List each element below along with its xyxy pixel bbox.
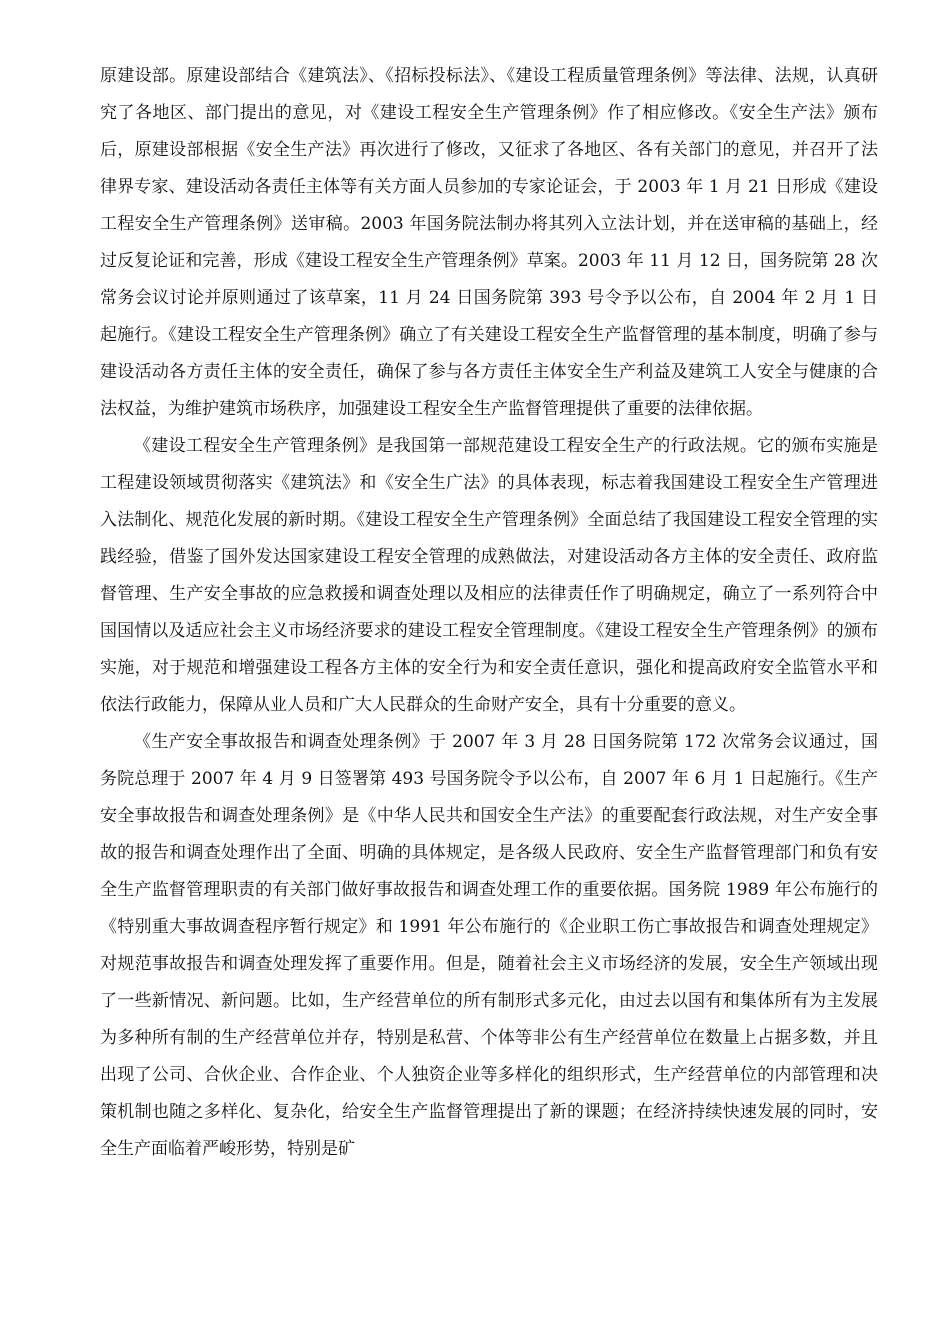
paragraph-1: 原建设部。原建设部结合《建筑法》、《招标投标法》、《建设工程质量管理条例》等法律、法规，认真研究了各地区、部门提出的意见，对《建设工程安全生产管理条例》作了相应修改。《安全生产法》颁布后，原建设部根据《安全生产法》再次进行了修改，又征求了各地区、各有关部门的意见，并召开了法律界专家、建设活动各责任主体等有关方面人员参加的专家论证会，于 2003 年 1 月 21 日形成《建设工程安全生产管理条例》送审稿。2003 年国务院法制办将其列入立法计划，并在送审稿的基础上，经过反复论证和完善，形成《建设工程安全生产管理条例》草案。2003 年 11 月 12 日，国务院第 28 次常务会议讨论并原则通过了该草案，11 月 24 日国务院第 393 号令予以公布，自 2004 年 2 月 1 日起施行。《建设工程安全生产管理条例》确立了有关建设工程安全生产监督管理的基本制度，明确了参与建设活动各方责任主体的安全责任，确保了参与各方责任主体安全生产利益及建筑工人安全与健康的合法权益，为维护建筑市场秩序，加强建设工程安全生产监督管理提供了重要的法律依据。 — [100, 66, 878, 419]
paragraph-2: 《建设工程安全生产管理条例》是我国第一部规范建设工程安全生产的行政法规。它的颁布实施是工程建设领域贯彻落实《建筑法》和《安全生广法》的具体表现，标志着我国建设工程安全生产管理进入法制化、规范化发展的新时期。《建设工程安全生产管理条例》全面总结了我国建设工程安全管理的实践经验，借鉴了国外发达国家建设工程安全管理的成熟做法，对建设活动各方主体的安全责任、政府监督管理、生产安全事故的应急救援和调查处理以及相应的法律责任作了明确规定，确立了一系列符合中国国情以及适应社会主义市场经济要求的建设工程安全管理制度。《建设工程安全生产管理条例》的颁布实施，对于规范和增强建设工程各方主体的安全行为和安全责任意识，强化和提高政府安全监管水平和依法行政能力，保障从业人员和广大人民群众的生命财产安全，具有十分重要的意义。 — [100, 436, 878, 715]
paragraph-3: 《生产安全事故报告和调查处理条例》于 2007 年 3 月 28 日国务院第 172 次常务会议通过，国务院总理于 2007 年 4 月 9 日签署第 493 号国务院令予以公布，自 2007 年 6 月 1 日起施行。《生产安全事故报告和调查处理条例》是《中华人民共和国安全生产法》的重要配套行政法规，对生产安全事故的报告和调查处理作出了全面、明确的具体规定，是各级人民政府、安全生产监督管理部门和负有安全生产监督管理职责的有关部门做好事故报告和调查处理工作的重要依据。国务院 1989 年公布施行的《特别重大事故调查程序暂行规定》和 1991 年公布施行的《企业职工伤亡事故报告和调查处理规定》对规范事故报告和调查处理发挥了重要作用。但是，随着社会主义市场经济的发展，安全生产领域出现了一些新情况、新问题。比如，生产经营单位的所有制形式多元化，由过去以国有和集体所有为主发展为多种所有制的生产经营单位并存，特别是私营、个体等非公有生产经营单位在数量上占据多数，并且出现了公司、合伙企业、合作企业、个人独资企业等多样化的组织形式，生产经营单位的内部管理和决策机制也随之多样化、复杂化，给安全生产监督管理提出了新的课题；在经济持续快速发展的同时，安全生产面临着严峻形势，特别是矿 — [100, 732, 878, 1159]
document-page — [100, 58, 878, 1168]
